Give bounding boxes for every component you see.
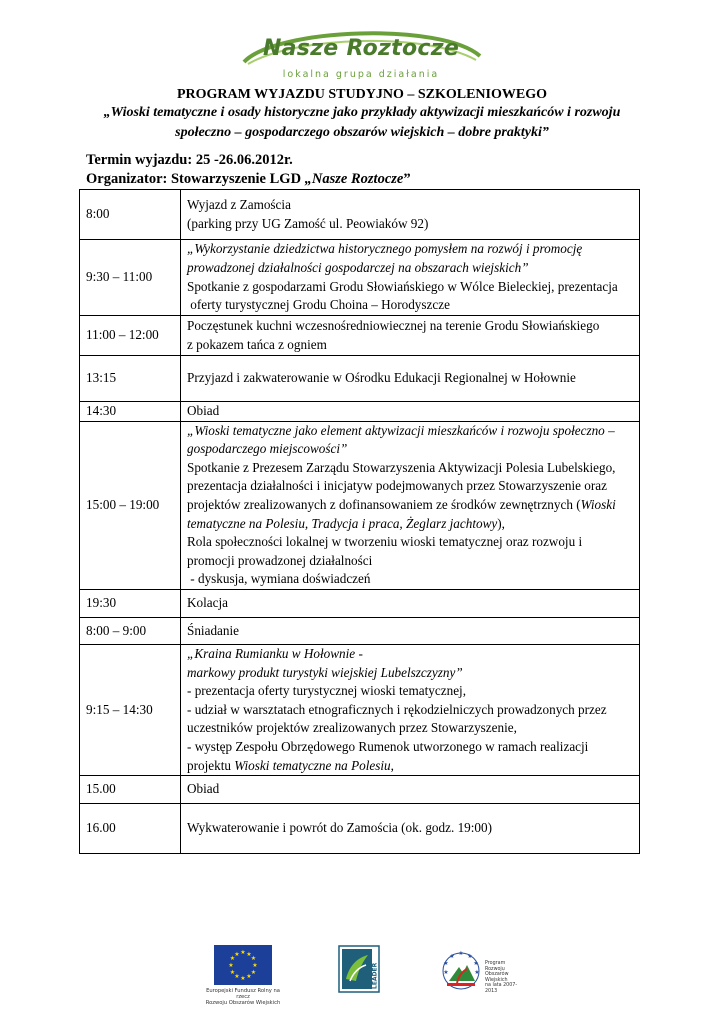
time-cell: 11:00 – 12:00 [80, 316, 181, 356]
desc-line-italic: „Wykorzystanie dziedzictwa historycznego pomysłem na rozwój i promocję [187, 241, 583, 257]
time-cell: 9:30 – 11:00 [80, 240, 181, 316]
desc-line: - dyskusja, wymiana doświadczeń [187, 571, 371, 587]
desc-line-italic: „Kraina Rumianku w Hołownie - [187, 645, 363, 661]
svg-text:★: ★ [449, 953, 455, 960]
leader-logo [338, 945, 380, 993]
desc-line: uczestników projektów zrealizowanych przez Stowarzyszenie, [187, 720, 517, 736]
description-cell: Śniadanie [181, 617, 640, 644]
table-row [80, 776, 640, 804]
desc-line: Spotkanie z Prezesem Zarządu Stowarzyszenia Aktywizacji Polesia Lubelskiego, [187, 459, 616, 475]
prow-caption-line: Obszarów [485, 972, 509, 978]
time-cell: 14:30 [80, 402, 181, 422]
organizer-close-quote: ” [403, 171, 411, 187]
desc-italic-text: Wioski [580, 496, 616, 512]
table-row [80, 240, 640, 316]
description-cell [181, 316, 640, 356]
desc-line: - udział w warsztatach etnograficznych i rękodzielniczych prowadzonych przez [187, 701, 607, 717]
footer-logos [0, 945, 724, 1020]
eu-logo [203, 945, 283, 1006]
logo-subtitle: lokalna grupa działania [282, 69, 440, 80]
schedule-table [79, 189, 640, 854]
table-row [80, 804, 640, 854]
svg-text:★: ★ [473, 960, 479, 967]
desc-line: Poczęstunek kuchni wczesnośredniowiecznej na terenie Grodu Słowiańskiego [187, 317, 600, 333]
program-subtitle [80, 103, 644, 143]
time-cell: 9:15 – 14:30 [80, 644, 181, 775]
desc-line-italic: „Wioski tematyczne jako element aktywizacji mieszkańców i rozwoju społeczno – [187, 422, 615, 438]
desc-line: - występ Zespołu Obrzędowego Rumenok utworzonego w ramach realizacji [187, 738, 589, 754]
desc-line: Rola społeczności lokalnej w tworzeniu wioski tematycznej oraz rozwoju i [187, 534, 583, 550]
svg-text:★: ★ [229, 969, 236, 976]
time-cell: 15:00 – 19:00 [80, 421, 181, 589]
description-cell [181, 421, 640, 589]
table-row [80, 316, 640, 356]
desc-line: - prezentacja oferty turystycznej wioski tematycznej, [187, 683, 467, 699]
description-cell [181, 240, 640, 316]
table-row [80, 589, 640, 617]
prow-logo [437, 945, 527, 995]
time-cell: 16.00 [80, 804, 181, 854]
prow-caption [485, 961, 525, 995]
time-cell: 8:00 [80, 190, 181, 240]
program-title: PROGRAM WYJAZDU STUDYJNO – SZKOLENIOWEGO [176, 87, 547, 102]
svg-text:★: ★ [443, 969, 449, 976]
svg-text:★: ★ [246, 951, 252, 958]
svg-text:★: ★ [443, 960, 449, 967]
desc-line: z pokazem tańca z ogniem [187, 336, 327, 352]
prow-caption-line: Wiejskich [485, 977, 508, 983]
desc-line: (parking przy UG Zamość ul. Peowiaków 92) [187, 215, 429, 231]
desc-text: , [390, 757, 394, 773]
svg-text:★: ★ [234, 951, 240, 958]
time-cell: 8:00 – 9:00 [80, 617, 181, 644]
desc-line-italic: gospodarczego miejscowości” [187, 441, 348, 457]
desc-line: Spotkanie z gospodarzami Grodu Słowiańskiego w Wólce Bieleckiej, prezentacja [187, 278, 618, 294]
description-cell: Przyjazd i zakwaterowanie w Ośrodku Edukacji Regionalnej w Hołownie [181, 356, 640, 402]
desc-line: Wyjazd z Zamościa [187, 196, 291, 212]
desc-line: promocji prowadzonej działalności [187, 552, 373, 568]
organizer-label: Organizator: Stowarzyszenie LGD [86, 171, 305, 187]
organizer-name: „Nasze Roztocze [304, 171, 404, 187]
eu-flag-icon [214, 945, 272, 985]
svg-text:★: ★ [252, 962, 258, 969]
leader-logo-icon [338, 945, 380, 993]
desc-text: projektu [187, 757, 235, 773]
desc-italic-text: Wioski tematyczne na Polesiu [234, 757, 391, 773]
time-cell: 19:30 [80, 589, 181, 617]
table-row [80, 356, 640, 402]
svg-text:★: ★ [250, 955, 257, 962]
desc-italic-text: tematyczne na Polesiu, Tradycja i praca, Żeglarz jachtowy [187, 515, 498, 531]
desc-line: prezentacja działalności i inicjatyw podejmowanych przez Stowarzyszenie oraz [187, 478, 607, 494]
lgd-logo [236, 22, 486, 82]
description-cell: Obiad [181, 402, 640, 422]
desc-text: projektów zrealizowanych z dofinansowaniem ze środków zewnętrznych ( [187, 496, 581, 512]
desc-line: oferty turystycznej Grodu Choina – Horodyszcze [187, 297, 450, 313]
table-row [80, 644, 640, 775]
description-cell [181, 190, 640, 240]
desc-line-italic: markowy produkt turystyki wiejskiej Lubelszczyzny” [187, 664, 463, 680]
leader-label: LEADER [371, 962, 379, 989]
program-subtitle-line2: społeczno – gospodarczego obszarów wiejskich – dobre praktyki” [175, 125, 549, 140]
svg-text:★: ★ [474, 969, 480, 976]
table-row [80, 190, 640, 240]
trip-date: Termin wyjazdu: 25 -26.06.2012r. [86, 152, 293, 168]
table-row [80, 402, 640, 422]
svg-text:★: ★ [228, 962, 234, 969]
svg-text:★: ★ [229, 955, 236, 962]
prow-logo-icon [437, 945, 485, 995]
eu-caption-line: Europejski Fundusz Rolny na rzecz [206, 988, 280, 1000]
desc-line [187, 496, 633, 515]
desc-line [187, 515, 633, 534]
svg-text:★: ★ [246, 973, 252, 980]
time-cell: 13:15 [80, 356, 181, 402]
program-subtitle-line1: „Wioski tematyczne i osady historyczne jako przykłady aktywizacji mieszkańców i rozwoju [103, 105, 621, 120]
organizer [86, 171, 411, 188]
desc-line [187, 757, 633, 776]
eu-stars-icon [214, 945, 272, 985]
prow-caption-line: na lata 2007-2013 [485, 983, 518, 994]
svg-text:★: ★ [458, 950, 464, 957]
prow-caption-line: Program [485, 961, 506, 966]
eu-caption [203, 988, 283, 1006]
prow-caption-line: Rozwoju [485, 966, 505, 972]
description-cell: Obiad [181, 776, 640, 804]
eu-caption-line: Rozwoju Obszarów Wiejskich [205, 1000, 281, 1006]
logo-title: Nasze Roztocze [262, 36, 460, 61]
svg-text:★: ★ [234, 973, 240, 980]
time-cell: 15.00 [80, 776, 181, 804]
description-cell [181, 644, 640, 775]
desc-line-italic: prowadzonej działalności gospodarczej na obszarach wiejskich” [187, 259, 529, 275]
svg-text:★: ★ [250, 969, 257, 976]
svg-text:★: ★ [467, 953, 473, 960]
description-cell: Kolacja [181, 589, 640, 617]
description-cell: Wykwaterowanie i powrót do Zamościa (ok. godz. 19:00) [181, 804, 640, 854]
svg-text:★: ★ [240, 949, 246, 956]
svg-text:★: ★ [240, 975, 246, 982]
table-row [80, 617, 640, 644]
desc-text: ), [497, 515, 505, 531]
table-row [80, 421, 640, 589]
